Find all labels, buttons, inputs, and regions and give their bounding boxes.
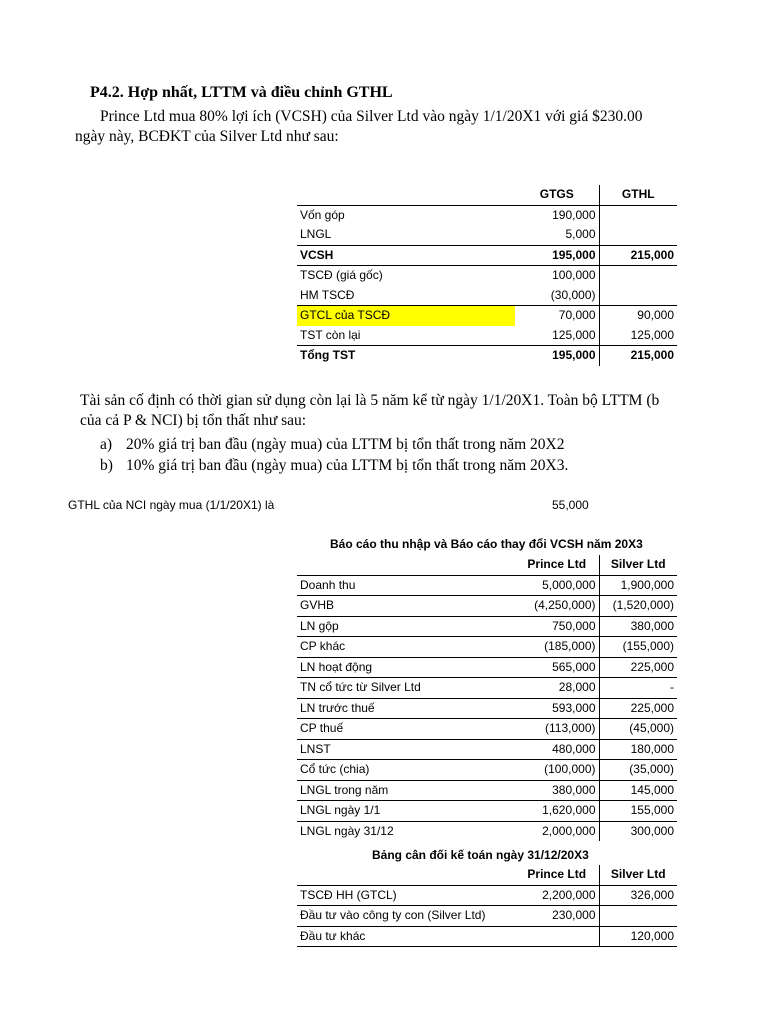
prince-value: 2,000,000 [515, 821, 599, 841]
list-marker: a) [100, 436, 113, 453]
list-text: 10% giá trị ban đầu (ngày mua) của LTTM bị tổn thất trong năm 20X3. [126, 457, 569, 474]
silver-value: (155,000) [599, 637, 677, 658]
column-header-prince: Prince Ltd [515, 555, 599, 575]
table-row [297, 205, 677, 225]
income-statement-title: Báo cáo thu nhập và Báo cáo thay đổi VCSH năm 20X3 [330, 537, 643, 551]
silver-value: 300,000 [630, 823, 674, 838]
table-row [297, 821, 677, 841]
row-label: Vốn góp [300, 207, 345, 222]
row-label: Đầu tư vào công ty con (Silver Ltd) [297, 906, 515, 927]
table-row [297, 906, 677, 927]
row-label: Tổng TST [300, 348, 356, 363]
prince-value: (185,000) [515, 637, 599, 658]
prince-value: 480,000 [515, 739, 599, 760]
silver-value: (45,000) [599, 719, 677, 740]
row-label: LNGL ngày 1/1 [297, 801, 515, 822]
row-label: HM TSCĐ [297, 286, 515, 306]
list-item [100, 457, 568, 475]
prince-value: (100,000) [515, 760, 599, 781]
table-row [297, 678, 677, 699]
prince-value: 5,000,000 [515, 575, 599, 596]
gthl-value [599, 286, 677, 306]
table-row-total-assets [297, 346, 677, 366]
silver-value: 120,000 [599, 926, 677, 947]
table-row [297, 266, 677, 286]
column-header-gthl: GTHL [599, 185, 677, 205]
row-label: LN trước thuế [297, 698, 515, 719]
column-header-gtgs: GTGS [515, 185, 599, 205]
gthl-value: 90,000 [637, 308, 674, 323]
row-label: LNST [297, 739, 515, 760]
table-row [297, 575, 677, 596]
table-row [297, 637, 677, 658]
list-marker: b) [100, 457, 113, 474]
silver-value: 225,000 [599, 657, 677, 678]
row-label: VCSH [297, 245, 515, 266]
silver-value [599, 906, 677, 927]
column-header-silver: Silver Ltd [599, 555, 677, 575]
column-header-silver: Silver Ltd [599, 865, 677, 885]
silver-value: (1,520,000) [599, 596, 677, 617]
gthl-value: 125,000 [599, 326, 677, 346]
silver-value: 380,000 [599, 616, 677, 637]
row-label: CP khác [297, 637, 515, 658]
prince-value: 750,000 [515, 616, 599, 637]
gthl-value: 215,000 [599, 245, 677, 266]
table-row [297, 760, 677, 781]
gtgs-value: 5,000 [515, 225, 599, 245]
silver-value: 1,900,000 [599, 575, 677, 596]
table-row [297, 616, 677, 637]
prince-value: 28,000 [515, 678, 599, 699]
silver-value: 145,000 [599, 780, 677, 801]
gtgs-value: 70,000 [515, 306, 599, 326]
row-label: Doanh thu [297, 575, 515, 596]
gtgs-value: 195,000 [515, 245, 599, 266]
exercise-heading: P4.2. Hợp nhất, LTTM và điều chỉnh GTHL [90, 84, 393, 101]
table-row [297, 225, 677, 245]
gthl-value: 215,000 [630, 348, 674, 363]
table-header-row [297, 865, 677, 885]
silver-value: 155,000 [599, 801, 677, 822]
balance-sheet-acquisition-table [297, 185, 677, 366]
prince-value: 1,620,000 [515, 801, 599, 822]
income-statement-table [297, 555, 677, 841]
balance-sheet-title: Bảng cân đối kế toán ngày 31/12/20X3 [372, 848, 589, 862]
paragraph-line-1: Tài sản cố định có thời gian sử dụng còn lại là 5 năm kể từ ngày 1/1/20X1. Toàn bộ LTTM (b [80, 392, 660, 409]
row-label: CP thuế [297, 719, 515, 740]
table-row [297, 698, 677, 719]
gtgs-value: (30,000) [515, 286, 599, 306]
row-label: LN hoạt động [297, 657, 515, 678]
row-label: GVHB [297, 596, 515, 617]
table-row-total-equity [297, 245, 677, 266]
table-row-highlighted [297, 306, 677, 326]
silver-value: 225,000 [599, 698, 677, 719]
silver-value: 180,000 [599, 739, 677, 760]
table-row [297, 885, 677, 906]
prince-value: 230,000 [515, 906, 599, 927]
table-row [297, 926, 677, 947]
row-label: LN gộp [297, 616, 515, 637]
prince-value: (113,000) [515, 719, 599, 740]
column-header-prince: Prince Ltd [515, 865, 599, 885]
row-label: Cổ tức (chia) [297, 760, 515, 781]
silver-value: 326,000 [599, 885, 677, 906]
prince-value: 2,200,000 [515, 885, 599, 906]
gtgs-value: 195,000 [515, 346, 599, 366]
prince-value: 565,000 [515, 657, 599, 678]
row-label: TST còn lại [297, 326, 515, 346]
balance-sheet-year-end-table [297, 865, 677, 947]
row-label: TSCĐ (giá gốc) [300, 268, 383, 283]
gtgs-value: 125,000 [515, 326, 599, 346]
prince-value: (4,250,000) [515, 596, 599, 617]
gthl-value [599, 225, 677, 245]
intro-line-1: Prince Ltd mua 80% lợi ích (VCSH) của Silver Ltd vào ngày 1/1/20X1 với giá $230.00 [100, 108, 643, 125]
silver-value: - [599, 678, 677, 699]
table-header-row [297, 555, 677, 575]
silver-value: (35,000) [599, 760, 677, 781]
row-label: Đầu tư khác [297, 926, 515, 947]
paragraph-line-2: của cả P & NCI) bị tổn thất như sau: [80, 412, 307, 429]
table-row [297, 780, 677, 801]
list-text: 20% giá trị ban đầu (ngày mua) của LTTM bị tổn thất trong năm 20X2 [126, 436, 565, 453]
prince-value: 380,000 [515, 780, 599, 801]
row-label: LNGL ngày 31/12 [300, 823, 394, 838]
intro-line-2: ngày này, BCĐKT của Silver Ltd như sau: [75, 128, 339, 145]
table-header-row [297, 185, 677, 205]
table-row [297, 657, 677, 678]
prince-value [515, 926, 599, 947]
table-row [297, 286, 677, 306]
table-row [297, 719, 677, 740]
gthl-value [599, 266, 677, 286]
nci-fair-value-label: GTHL của NCI ngày mua (1/1/20X1) là [68, 498, 275, 512]
nci-fair-value: 55,000 [552, 498, 589, 512]
table-row [297, 326, 677, 346]
table-row [297, 596, 677, 617]
gthl-value [599, 205, 677, 225]
row-label: TSCĐ HH (GTCL) [297, 885, 515, 906]
gtgs-value: 190,000 [515, 205, 599, 225]
prince-value: 593,000 [515, 698, 599, 719]
row-label-highlighted: GTCL của TSCĐ [297, 306, 515, 326]
row-label: TN cổ tức từ Silver Ltd [297, 678, 515, 699]
list-item [100, 436, 565, 454]
table-row [297, 801, 677, 822]
row-label: LNGL trong năm [297, 780, 515, 801]
row-label: LNGL [297, 225, 515, 245]
gtgs-value: 100,000 [515, 266, 599, 286]
table-row [297, 739, 677, 760]
